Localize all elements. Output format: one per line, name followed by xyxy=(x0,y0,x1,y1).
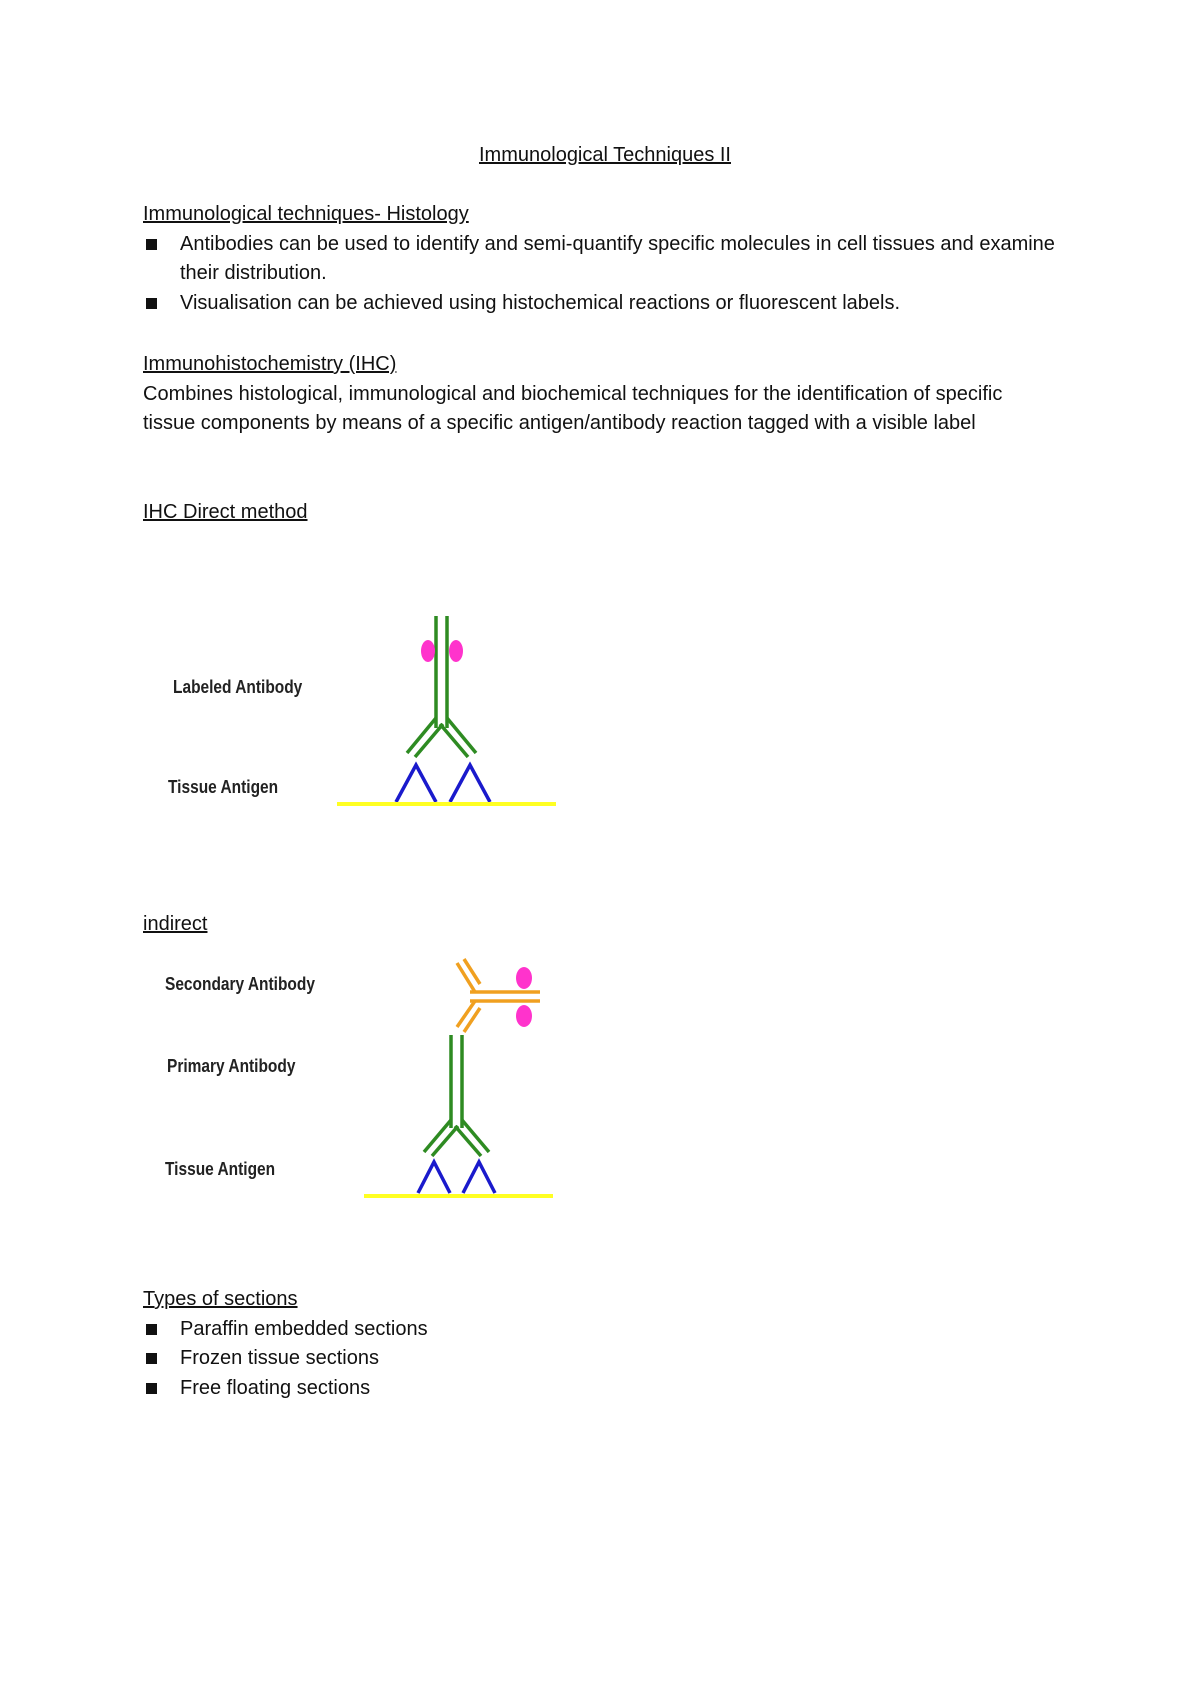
square-bullet-icon xyxy=(146,1353,157,1364)
types-heading: Types of sections xyxy=(143,1288,298,1310)
list-item-text: Free floating sections xyxy=(180,1376,371,1399)
indirect-heading: indirect xyxy=(143,913,208,935)
types-of-sections xyxy=(143,1285,1083,1403)
list-item-text: Frozen tissue sections xyxy=(180,1347,379,1369)
indirect-method-figure xyxy=(0,950,600,1210)
square-bullet-icon xyxy=(146,298,157,309)
labeled-antibody-label: Labeled Antibody xyxy=(173,677,303,697)
list-item xyxy=(143,1374,1083,1404)
tissue-antigen-icon xyxy=(396,765,490,802)
tissue-antigen-icon xyxy=(418,1162,495,1193)
list-item-text: Paraffin embedded sections xyxy=(180,1317,428,1340)
ihc-section xyxy=(143,350,1083,439)
secondary-antibody-icon xyxy=(457,959,540,1032)
direct-section xyxy=(143,498,1083,528)
direct-method-figure xyxy=(0,600,600,820)
labeled-antibody-icon xyxy=(407,616,476,757)
ihc-body: Combines histological, immunological and biochemical techniques for the identification of specific tissue components by means of a specific antigen/antibody reaction tagged with a visible label xyxy=(143,382,1003,434)
list-item xyxy=(143,289,1083,319)
primary-antibody-label: Primary Antibody xyxy=(167,1056,296,1076)
histology-bullet-list xyxy=(143,230,1083,319)
square-bullet-icon xyxy=(146,1324,157,1335)
direct-heading: IHC Direct method xyxy=(143,501,308,523)
list-item xyxy=(143,1344,1083,1374)
indirect-antibody-diagram xyxy=(0,950,600,1210)
direct-antibody-diagram xyxy=(0,600,600,820)
primary-antibody-icon xyxy=(424,1035,489,1156)
ihc-heading: Immunohistochemistry (IHC) xyxy=(143,353,397,375)
tissue-antigen-label: Tissue Antigen xyxy=(168,777,279,797)
list-item-text: Visualisation can be achieved using histochemical reactions or fluorescent labels. xyxy=(180,291,901,314)
types-bullet-list xyxy=(143,1315,1083,1404)
list-item-text: Antibodies can be used to identify and semi-quantify specific molecules in cell tissues and examine their distribution. xyxy=(180,232,1055,284)
list-item xyxy=(143,230,1083,289)
tissue-antigen-label: Tissue Antigen xyxy=(165,1159,276,1179)
indirect-section xyxy=(143,910,1083,940)
document-title: Immunological Techniques II xyxy=(479,144,731,166)
square-bullet-icon xyxy=(146,239,157,250)
histology-section xyxy=(143,200,1083,318)
list-item xyxy=(143,1315,1083,1345)
secondary-antibody-label: Secondary Antibody xyxy=(165,974,315,994)
square-bullet-icon xyxy=(146,1383,157,1394)
histology-heading: Immunological techniques- Histology xyxy=(143,203,469,225)
